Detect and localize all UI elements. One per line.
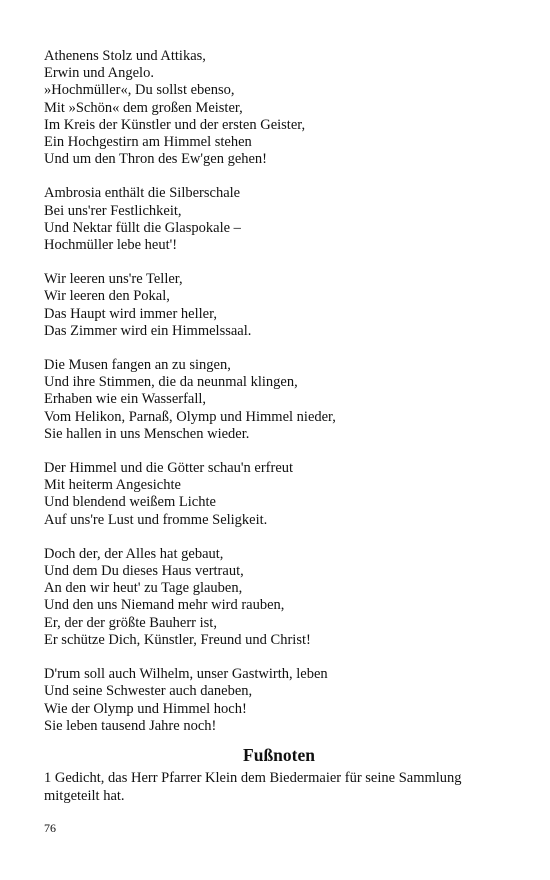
page-number: 76 [44,821,56,835]
poem-line: Wir leeren uns're Teller, [44,271,183,288]
poem-line: Vom Helikon, Parnaß, Olymp und Himmel nieder, [44,408,336,425]
poem-line: Athenens Stolz und Attikas, [44,48,206,64]
poem-line: Die Musen fangen an zu singen, [44,357,231,374]
poem-line: Er schütze Dich, Künstler, Freund und Christ! [44,631,311,648]
poem-body [44,48,514,752]
poem-stanza [44,546,514,649]
poem-line: Und dem Du dieses Haus vertraut, [44,563,244,580]
poem-line: Wir leeren den Pokal, [44,288,170,305]
poem-line: Er, der der größte Bauherr ist, [44,614,217,631]
poem-line: Sie leben tausend Jahre noch! [44,717,217,734]
poem-line: Und ihre Stimmen, die da neunmal klingen, [44,374,298,391]
poem-stanzas [44,48,514,735]
poem-line: Ein Hochgestirn am Himmel stehen [44,134,252,151]
poem-stanza [44,357,514,443]
poem-stanza [44,666,514,735]
poem-line: Erhaben wie ein Wasserfall, [44,391,207,408]
poem-line: Ambrosia enthält die Silberschale [44,185,241,202]
poem-line: Das Zimmer wird ein Himmelssaal. [44,322,252,339]
poem-stanza [44,460,514,529]
poem-stanza [44,48,514,168]
poem-line: Und seine Schwester auch daneben, [44,683,253,700]
poem-line: Mit heiterm Angesichte [44,477,181,494]
poem-line: Wie der Olymp und Himmel hoch! [44,700,247,717]
poem-line: Auf uns're Lust und fromme Seligkeit. [44,511,268,528]
poem-line: Erwin und Angelo. [44,65,154,82]
poem-line: Und Nektar füllt die Glaspokale – [44,219,241,236]
poem-line: Im Kreis der Künstler und der ersten Geister, [44,116,306,133]
poem-line: Das Haupt wird immer heller, [44,305,217,322]
poem-line: Doch der, der Alles hat gebaut, [44,545,224,562]
poem-line: Und den uns Niemand mehr wird rauben, [44,597,285,614]
footnotes-heading: Fußnoten [243,745,315,765]
footnotes-section [44,744,514,805]
poem-line: An den wir heut' zu Tage glauben, [44,580,243,597]
poem-line: Bei uns'rer Festlichkeit, [44,202,182,219]
footnote-text: 1 Gedicht, das Herr Pfarrer Klein dem Biedermaier für seine Sammlung mitgeteilt hat. [44,770,462,804]
poem-stanza [44,271,514,340]
poem-line: »Hochmüller«, Du sollst ebenso, [44,82,235,99]
poem-line: Und um den Thron des Ew'gen gehen! [44,151,268,168]
poem-line: Hochmüller lebe heut'! [44,237,178,254]
poem-line: Und blendend weißem Lichte [44,494,216,511]
poem-stanza [44,185,514,254]
poem-line: D'rum soll auch Wilhelm, unser Gastwirth, leben [44,666,328,683]
poem-line: Der Himmel und die Götter schau'n erfreut [44,460,294,477]
poem-line: Sie hallen in uns Menschen wieder. [44,425,250,442]
poem-line: Mit »Schön« dem großen Meister, [44,99,243,116]
